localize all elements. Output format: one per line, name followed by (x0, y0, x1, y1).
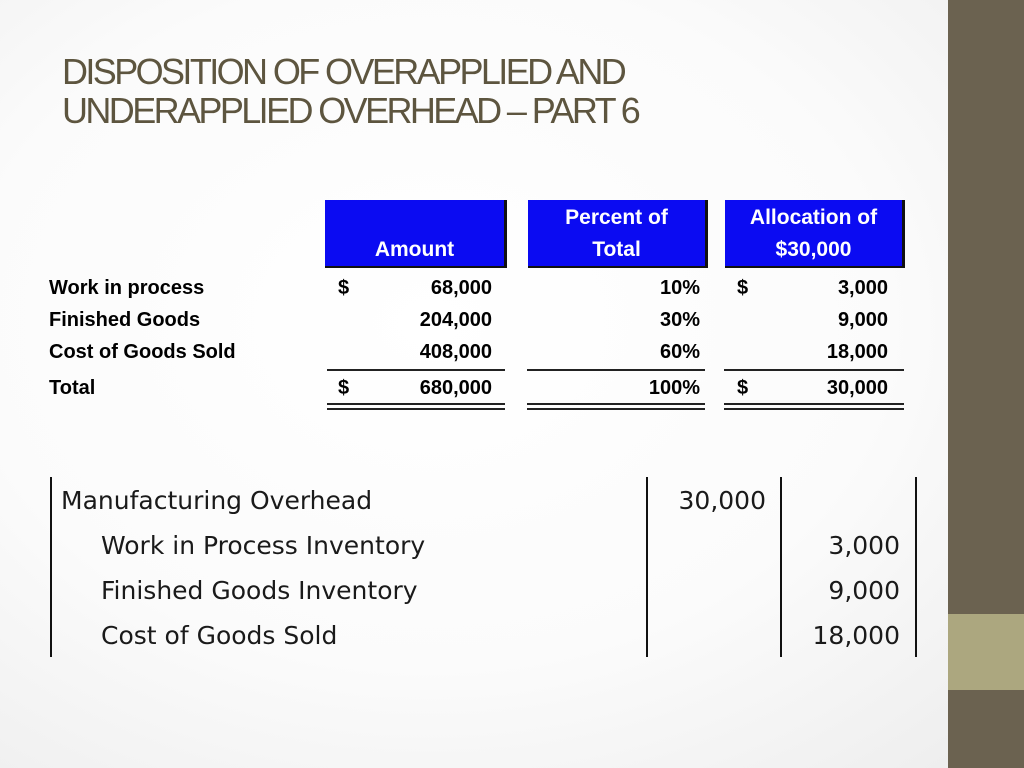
subtotal-rule-percent (527, 369, 705, 371)
journal-credit-account: Cost of Goods Sold (101, 621, 338, 650)
journal-credit-account: Finished Goods Inventory (101, 576, 418, 605)
total-allocation: 30,000 (826, 377, 888, 399)
journal-credit-amount: 9,000 (828, 576, 900, 605)
total-amount-currency: $ (338, 377, 350, 399)
row-allocation: 9,000 (837, 309, 888, 331)
journal-debit-amount: 30,000 (678, 486, 766, 515)
row-amount: 408,000 (419, 341, 492, 363)
header-percent-line2: Total (592, 238, 641, 261)
total-double-rule-allocation (724, 403, 904, 410)
journal-rule-right (915, 477, 917, 657)
row-percent: 60% (659, 341, 700, 363)
total-percent: 100% (648, 377, 700, 399)
header-allocation-line2: $30,000 (775, 238, 852, 261)
total-label: Total (49, 377, 96, 399)
row-allocation: 3,000 (837, 277, 888, 299)
header-amount (325, 200, 507, 268)
journal-rule-left (50, 477, 52, 657)
slide-title-line2: UNDERAPPLIED OVERHEAD – PART 6 (62, 90, 639, 131)
row-amount-currency: $ (338, 277, 350, 299)
subtotal-rule-allocation (724, 369, 904, 371)
slide-title (62, 52, 922, 130)
slide-title-line1: DISPOSITION OF OVERAPPLIED AND (62, 51, 625, 92)
row-label: Finished Goods (49, 309, 201, 331)
header-amount-label: Amount (374, 238, 455, 261)
header-allocation (725, 200, 905, 268)
total-amount: 680,000 (419, 377, 492, 399)
row-percent: 30% (659, 309, 700, 331)
total-allocation-currency: $ (737, 377, 749, 399)
journal-rule-debit (646, 477, 648, 657)
journal-credit-account: Work in Process Inventory (101, 531, 426, 560)
journal-debit-account: Manufacturing Overhead (61, 486, 373, 515)
journal-credit-amount: 18,000 (812, 621, 900, 650)
journal-rule-credit (780, 477, 782, 657)
header-percent-line1: Percent of (565, 206, 668, 229)
row-percent: 10% (659, 277, 700, 299)
sidebar-decor-light (948, 614, 1024, 690)
row-label: Cost of Goods Sold (49, 341, 236, 363)
row-allocation: 18,000 (826, 341, 888, 363)
row-label: Work in process (49, 277, 205, 299)
row-amount: 68,000 (430, 277, 492, 299)
row-amount: 204,000 (419, 309, 492, 331)
subtotal-rule-amount (327, 369, 505, 371)
header-allocation-line1: Allocation of (749, 206, 878, 229)
row-allocation-currency: $ (737, 277, 749, 299)
total-double-rule-percent (527, 403, 705, 410)
header-percent (528, 200, 708, 268)
journal-credit-amount: 3,000 (828, 531, 900, 560)
total-double-rule-amount (327, 403, 505, 410)
